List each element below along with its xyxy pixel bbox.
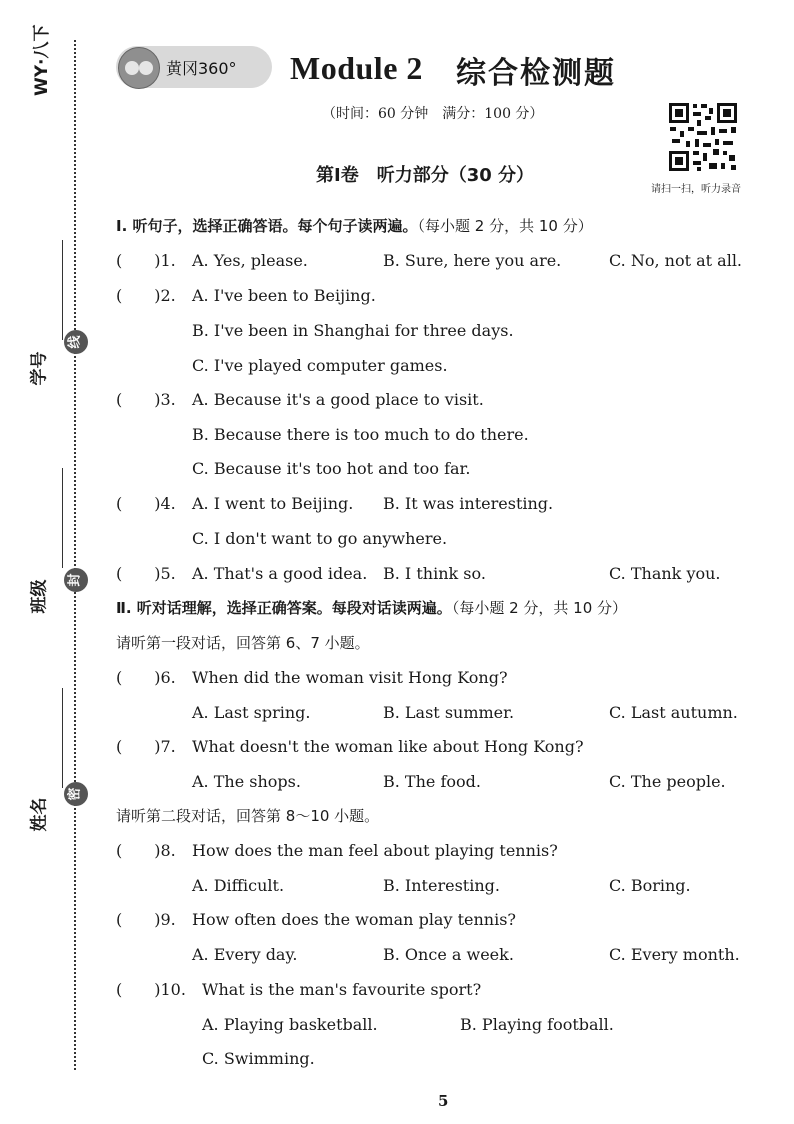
q8-option-c[interactable]: C. Boring. <box>609 876 691 895</box>
q3-number[interactable]: ( )3. <box>116 390 176 409</box>
q8-option-b[interactable]: B. Interesting. <box>383 876 500 895</box>
q9-option-a[interactable]: A. Every day. <box>192 945 298 964</box>
q2-option-b[interactable]: B. I've been in Shanghai for three days. <box>192 321 514 340</box>
q2-number[interactable]: ( )2. <box>116 286 176 305</box>
q6-option-c[interactable]: C. Last autumn. <box>609 703 738 722</box>
q8-option-a[interactable]: A. Difficult. <box>192 876 285 895</box>
part2-score-note: （每小题 2 分，共 10 分） <box>451 599 628 617</box>
q9-option-c[interactable]: C. Every month. <box>609 945 740 964</box>
q1-option-c[interactable]: C. No, not at all. <box>609 251 743 270</box>
q3-option-a[interactable]: A. Because it's a good place to visit. <box>192 390 484 409</box>
qr-code-icon[interactable] <box>668 102 738 172</box>
q10-number[interactable]: ( )10. <box>116 980 186 999</box>
page-number: 5 <box>438 1092 449 1110</box>
seal-seal-mark: 封 <box>64 568 88 592</box>
part1-heading-text: Ⅰ. 听句子，选择正确答语。每个句子读两遍。 <box>116 217 418 235</box>
field-label-name: 姓名 <box>29 797 50 832</box>
time-score-note: （时间：60 分钟 满分：100 分） <box>322 106 544 122</box>
q10-stem: What is the man's favourite sport? <box>202 980 482 999</box>
q1-number[interactable]: ( )1. <box>116 251 176 270</box>
q1-option-b[interactable]: B. Sure, here you are. <box>383 251 562 270</box>
q9-option-b[interactable]: B. Once a week. <box>383 945 514 964</box>
q9-number[interactable]: ( )9. <box>116 910 176 929</box>
mascot-icon <box>118 47 160 89</box>
q6-option-a[interactable]: A. Last spring. <box>192 703 311 722</box>
q7-number[interactable]: ( )7. <box>116 737 176 756</box>
q5-option-a[interactable]: A. That's a good idea. <box>192 564 368 583</box>
binding-dotted-line <box>74 40 76 1070</box>
q4-option-a[interactable]: A. I went to Beijing. <box>192 494 354 513</box>
q10-option-c[interactable]: C. Swimming. <box>202 1049 315 1068</box>
q3-option-b[interactable]: B. Because there is too much to do there. <box>192 425 529 444</box>
part1-score-note: （每小题 2 分，共 10 分） <box>417 217 593 235</box>
q5-option-c[interactable]: C. Thank you. <box>609 564 721 583</box>
qr-caption: 请扫一扫，听力录音 <box>651 184 741 195</box>
exam-title: 综合检测题 <box>456 56 616 91</box>
q8-number[interactable]: ( )8. <box>116 841 176 860</box>
q3-option-c[interactable]: C. Because it's too hot and too far. <box>192 459 471 478</box>
q6-number[interactable]: ( )6. <box>116 668 176 687</box>
series-tag: WY·八下 <box>32 24 52 96</box>
q4-option-b[interactable]: B. It was interesting. <box>383 494 554 513</box>
q9-stem: How often does the woman play tennis? <box>192 910 517 929</box>
q8-stem: How does the man feel about playing tennis? <box>192 841 558 860</box>
seal-secret-mark: 密 <box>64 782 88 806</box>
brand-name: 黄冈360° <box>166 59 237 78</box>
section-title: 第Ⅰ卷 听力部分（30 分） <box>316 165 535 186</box>
q5-number[interactable]: ( )5. <box>116 564 176 583</box>
q7-option-c[interactable]: C. The people. <box>609 772 726 791</box>
q4-option-c[interactable]: C. I don't want to go anywhere. <box>192 529 448 548</box>
q2-option-a[interactable]: A. I've been to Beijing. <box>192 286 376 305</box>
seal-line-mark: 线 <box>64 330 88 354</box>
q10-option-b[interactable]: B. Playing football. <box>460 1015 614 1034</box>
q7-stem: What doesn't the woman like about Hong Kong? <box>192 737 584 756</box>
part2-heading <box>116 598 627 618</box>
q4-number[interactable]: ( )4. <box>116 494 176 513</box>
q10-option-a[interactable]: A. Playing basketball. <box>202 1015 378 1034</box>
q1-option-a[interactable]: A. Yes, please. <box>192 251 308 270</box>
field-label-student-number: 学号 <box>29 351 50 386</box>
field-label-class: 班级 <box>29 579 50 614</box>
q6-stem: When did the woman visit Hong Kong? <box>192 668 508 687</box>
part2-heading-text: Ⅱ. 听对话理解，选择正确答案。每段对话读两遍。 <box>116 599 452 617</box>
dialogue1-instruction: 请听第一段对话，回答第 6、7 小题。 <box>116 634 370 652</box>
q5-option-b[interactable]: B. I think so. <box>383 564 486 583</box>
q6-option-b[interactable]: B. Last summer. <box>383 703 515 722</box>
part1-heading <box>116 216 593 236</box>
q2-option-c[interactable]: C. I've played computer games. <box>192 356 448 375</box>
q7-option-a[interactable]: A. The shops. <box>192 772 301 791</box>
module-title: Module 2 <box>290 50 423 86</box>
dialogue2-instruction: 请听第二段对话，回答第 8～10 小题。 <box>116 807 380 825</box>
q7-option-b[interactable]: B. The food. <box>383 772 481 791</box>
